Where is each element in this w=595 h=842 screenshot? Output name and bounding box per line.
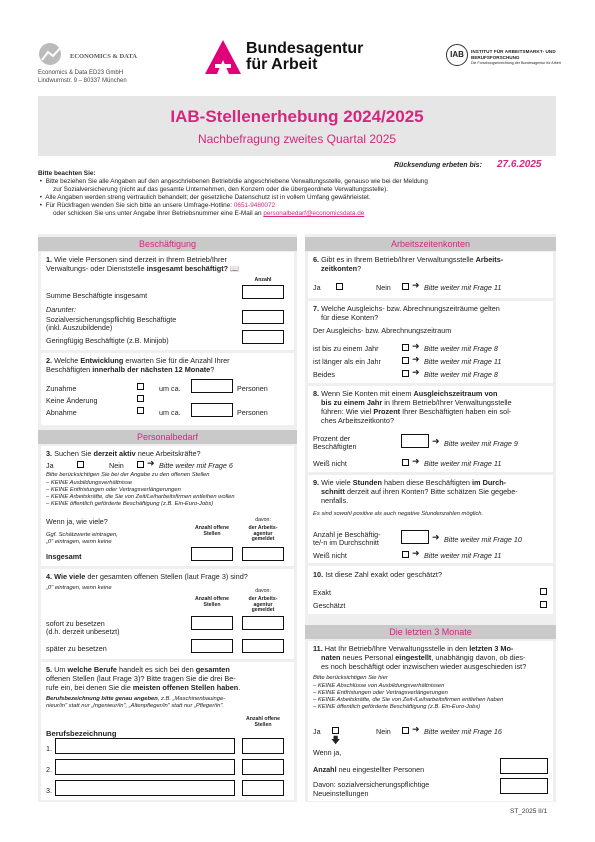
q6-weiter: Bitte weiter mit Frage 11: [424, 283, 502, 292]
q7-o1-checkbox[interactable]: [402, 344, 409, 351]
q5-t3b: meisten offenen Stellen haben: [132, 683, 239, 692]
q1-sum-input[interactable]: [242, 285, 284, 299]
arrow-right-icon: ➜: [412, 548, 420, 558]
q5-beruf-2-input[interactable]: [55, 759, 235, 775]
q3-t1c: neue Arbeitskräfte?: [137, 449, 201, 458]
q3-ggf-2: „0" eintragen, wenn keine: [46, 539, 112, 545]
q3-ja: Ja: [46, 461, 54, 470]
q10-geschaetzt-checkbox[interactable]: [540, 601, 547, 608]
email-link[interactable]: personalbedarf@economicsdata.de: [263, 210, 365, 217]
q4-t1b: der gesamten offenen Stellen (laut Frage 3) sind?: [87, 572, 248, 581]
q7-w2: Bitte weiter mit Frage 11: [424, 357, 502, 366]
arrow-right-icon: ➜: [412, 354, 420, 364]
q11-davon-1: Davon: sozialversicherungspflichtige: [313, 780, 430, 789]
q3-hint: Bitte berücksichtigen Sie bei der Angabe zu den offenen Stellen: [46, 472, 210, 478]
q9-weissnicht: Weiß nicht: [313, 551, 347, 560]
iab-logo: [446, 44, 468, 66]
question-9: [308, 475, 553, 563]
question-7: [308, 301, 553, 383]
q7-t2: für diese Konten?: [321, 313, 379, 322]
question-2: [41, 353, 294, 425]
q11-t2e: , unabhängig davon, ob dies-: [431, 653, 526, 662]
q9-t1d: im Durch-: [472, 478, 507, 487]
q11-anzahl-input[interactable]: [500, 758, 548, 774]
q5-t3c: .: [238, 683, 241, 692]
q5-r1: 1.: [46, 744, 52, 753]
iab-tagline: Die Forschungseinrichtung der Bundesagentur für Arbeit: [471, 61, 561, 65]
q7-o2-checkbox[interactable]: [402, 357, 409, 364]
question-10: [308, 566, 553, 614]
q3-offene-header: Anzahl offene Stellen: [194, 525, 229, 537]
q1-svb-input[interactable]: [242, 310, 284, 324]
q11-nein: Nein: [376, 727, 391, 736]
q8-w2: Bitte weiter mit Frage 11: [424, 459, 502, 468]
q5-h1: Berufsbezeichnung bitte genau angeben: [46, 696, 158, 702]
q3-ag-header: der Arbeits-agentur gemeldet: [248, 525, 278, 543]
q11-anzahl-bold: Anzahl: [313, 765, 337, 774]
q2-t2: Beschäftigten: [46, 365, 91, 374]
q2-num: 2.: [46, 356, 53, 365]
q8-num: 8.: [313, 389, 320, 398]
q5-t3: rufe ein, bei denen Sie die: [46, 683, 131, 692]
q5-beruf-1-input[interactable]: [55, 738, 235, 754]
q4-sofort-1: sofort zu besetzen: [46, 619, 105, 628]
note-1-text: Bitte beziehen Sie alle Angaben auf den angeschriebenen Betrieb/die angeschriebene Verwaltungsstelle, genauso wie bei der Meldung: [45, 178, 428, 185]
q5-t2: offenen Stellen (laut Frage 3)? Bitte tragen Sie die drei Be-: [46, 674, 236, 683]
q3-t1b: derzeit aktiv: [93, 449, 136, 458]
q11-davon-2: Neueinstellungen: [313, 789, 369, 798]
q11-anzahl-text: neu eingestellter Personen: [338, 765, 425, 774]
q2-personen-1: Personen: [237, 384, 268, 393]
q2-abnahme-label: Abnahme: [46, 408, 77, 417]
q7-w3: Bitte weiter mit Frage 8: [424, 370, 498, 379]
q4-ag-header: der Arbeits-agentur gemeldet: [248, 596, 278, 614]
q4-t1: Wie viele: [54, 572, 86, 581]
ba-name-2: für Arbeit: [246, 56, 318, 73]
q3-k4: – KEINE öffentlich geförderte Beschäftigung (z.B. Ein-Euro-Jobs): [46, 501, 214, 507]
q8-w1: Bitte weiter mit Frage 9: [444, 439, 518, 448]
q9-t1c: haben diese Beschäftigten: [383, 478, 470, 487]
arrow-down-icon: 🡇: [331, 735, 341, 745]
q2-t1c: erwarten Sie für die Anzahl Ihrer: [125, 356, 230, 365]
q3-ja-checkbox[interactable]: [77, 461, 84, 468]
q4-hint: „0" eintragen, wenn keine: [46, 585, 112, 591]
q2-umca-2: um ca.: [159, 408, 181, 417]
note-2: • Alle Angaben werden streng vertraulich behandelt; der gesetzliche Datenschutz ist in vollem Umfang gewährleistet.: [38, 194, 371, 201]
iab-name-1: INSTITUT FÜR ARBEITSMARKT- UND: [471, 49, 556, 54]
q4-num: 4.: [46, 572, 53, 581]
section-arbeitszeit: Arbeitszeitenkonten: [305, 237, 556, 251]
q8-t1: Wenn Sie Konten mit einem: [321, 389, 412, 398]
q3-ag-input[interactable]: [242, 547, 284, 561]
q2-abnahme-checkbox[interactable]: [137, 407, 144, 414]
section-beschaeftigung: Beschäftigung: [38, 237, 297, 251]
q3-insgesamt: Insgesamt: [46, 552, 82, 561]
note-1b: zur Sozialversicherung (nicht auf das gesamte Unternehmen, den Konzern oder die übergeordnete Verwaltungsstelle).: [53, 186, 388, 193]
q10-exakt-checkbox[interactable]: [540, 588, 547, 595]
q3-k2: – KEINE Entfristungen oder Vertragsverlängerungen: [46, 487, 181, 493]
q6-nein-checkbox[interactable]: [402, 283, 409, 290]
q11-k2: – KEINE Entfristungen oder Vertragsverlängerungen: [313, 690, 448, 696]
return-label: Rücksendung erbeten bis:: [394, 162, 482, 169]
q8-pro-2: Beschäftigten: [313, 442, 357, 451]
q4-spaeter-ag-input[interactable]: [242, 639, 284, 653]
q7-num: 7.: [313, 304, 320, 313]
q11-t2b: naten: [321, 653, 341, 662]
notes: [38, 170, 558, 218]
q9-t2c: derzeit auf ihren Konten? Bitte schätzen Sie gegebe-: [346, 487, 518, 496]
q11-ja: Ja: [313, 727, 321, 736]
question-5: [41, 662, 294, 800]
ed-logo: [38, 42, 68, 66]
q7-o3: Beides: [313, 370, 335, 379]
section-letzte-3-monate: Die letzten 3 Monate: [305, 625, 556, 639]
q5-t1d: gesamten: [195, 665, 230, 674]
q6-t1: Gibt es in Ihrem Betrieb/Ihrer Verwaltungsstelle: [321, 255, 474, 264]
q2-t2c: ?: [210, 365, 215, 374]
q1-sum-label: Summe Beschäftigte insgesamt: [46, 291, 148, 300]
ed-brand: ECONOMICS & DATA: [70, 53, 137, 60]
q5-t1: Um: [54, 665, 66, 674]
q8-t2b: bis zu einem Jahr: [321, 398, 383, 407]
note-1: • Bitte beziehen Sie alle Angaben auf den angeschriebenen Betrieb/die angeschriebene Verwaltungsstelle, genauso wie bei der Meldung: [38, 178, 428, 185]
ed-company: Economics & Data ED23 GmbH: [38, 70, 124, 76]
q9-t2b: schnitt: [321, 487, 345, 496]
q8-t4: ches Arbeitszeitkonto?: [321, 416, 395, 425]
q3-t1: Suchen Sie: [54, 449, 92, 458]
q6-t1b: Arbeits-: [475, 255, 504, 264]
question-4: [41, 569, 294, 659]
q2-zunahme-label: Zunahme: [46, 384, 77, 393]
q2-abnahme-input[interactable]: [191, 403, 233, 417]
q3-num: 3.: [46, 449, 53, 458]
q5-r3: 3.: [46, 786, 52, 795]
q1-anzahl-header: Anzahl: [254, 277, 272, 283]
q3-ggf-1: Ggf. Schätzwerte eintragen,: [46, 532, 118, 538]
q8-t3b: Prozent: [373, 407, 401, 416]
q9-w2: Bitte weiter mit Frage 11: [424, 551, 502, 560]
q9-t1: Wie viele: [321, 478, 351, 487]
question-3: [41, 446, 294, 566]
q9-hint: Es sind sowohl positive als auch negative Stundenzahlen möglich.: [313, 511, 484, 517]
q8-weissnicht-checkbox[interactable]: [402, 459, 409, 466]
q3-k3: – KEINE Arbeitskräfte, die Sie von Zeit/Leiharbeitsfirmen entleihen wollen: [46, 494, 235, 500]
q6-num: 6.: [313, 255, 320, 264]
note-3-text: Für Rückfragen wenden Sie sich bitte an unsere Umfrage-Hotline:: [45, 202, 233, 209]
q2-personen-2: Personen: [237, 408, 268, 417]
arrow-right-icon: ➜: [412, 367, 420, 377]
q4-offene-header: Anzahl offene Stellen: [194, 596, 229, 608]
q1-svb-label-1: Sozialversicherungspflichtig Beschäftigte: [46, 315, 177, 324]
q11-nein-checkbox[interactable]: [402, 727, 409, 734]
q1-text-a: Wie viele Personen sind derzeit in Ihrem Betrieb/Ihrer: [54, 255, 227, 264]
q11-t1b: letzten 3 Mo-: [469, 644, 514, 653]
q9-w1: Bitte weiter mit Frage 10: [444, 535, 522, 544]
note-3b-text: oder schicken Sie uns unter Angabe Ihrer Betriebsnummer eine E-Mail an: [53, 210, 262, 217]
arrow-right-icon: ➜: [412, 341, 420, 351]
q11-k1: – KEINE Abschlüsse von Ausbildungsverhältnissen: [313, 683, 445, 689]
q7-t3: Der Ausgleichs- bzw. Abrechnungszeitraum: [313, 326, 452, 335]
q8-t1b: Ausgleichszeitraum von: [413, 389, 498, 398]
arrow-right-icon: ➜: [432, 532, 440, 542]
title-band: [38, 96, 556, 156]
q9-t1b: Stunden: [352, 478, 382, 487]
q11-num: 11.: [313, 644, 323, 653]
q11-t2d: eingestellt: [395, 653, 432, 662]
arrow-right-icon: ➜: [432, 436, 440, 446]
page-title: IAB-Stellenerhebung 2024/2025: [170, 107, 424, 126]
q4-spaeter-offene-input[interactable]: [191, 639, 233, 653]
q3-nein: Nein: [109, 461, 124, 470]
q4-sofort-ag-input[interactable]: [242, 616, 284, 630]
q9-t3: nenfalls.: [321, 496, 349, 505]
q7-o1: ist bis zu einem Jahr: [313, 344, 379, 353]
return-date: 27.6.2025: [497, 159, 542, 170]
q9-a2: te/-n im Durchschnitt: [313, 538, 379, 547]
q11-t3: es noch beschäftigt oder inzwischen wieder ausgeschieden ist?: [321, 662, 527, 671]
q2-keine-checkbox[interactable]: [137, 395, 144, 402]
q7-o3-checkbox[interactable]: [402, 370, 409, 377]
q5-offene-3-input[interactable]: [242, 780, 284, 796]
q5-h1b: , z.B. „Maschinenbauinge-: [157, 696, 226, 702]
iab-logo-text: IAB: [450, 50, 464, 59]
q5-t1c: handelt es sich bei den: [119, 665, 194, 674]
q5-h2: nieur/in" statt nur „Ingenieur/in", „Altenpfleger/in" statt nur „Pfleger/in".: [46, 703, 225, 709]
q9-num: 9.: [313, 478, 320, 487]
q2-t1b: Entwicklung: [80, 356, 124, 365]
q4-sofort-offene-input[interactable]: [191, 616, 233, 630]
q6-nein: Nein: [376, 283, 391, 292]
q8-t2c: in Ihrem Betrieb/Ihrer Verwaltungsstelle: [384, 398, 512, 407]
q4-spaeter: später zu besetzen: [46, 644, 107, 653]
q11-ja-checkbox[interactable]: [332, 727, 339, 734]
q4-davon: davon:: [255, 588, 271, 594]
q2-zunahme-checkbox[interactable]: [137, 383, 144, 390]
q1-num: 1.: [46, 255, 53, 264]
question-11: [308, 641, 553, 801]
q6-t2c: ?: [357, 264, 362, 273]
q8-weissnicht: Weiß nicht: [313, 459, 347, 468]
q5-num: 5.: [46, 665, 53, 674]
q10-num: 10.: [313, 570, 324, 579]
q2-t2b: innerhalb der nächsten 12 Monate: [92, 365, 211, 374]
iab-name-2: BERUFSFORSCHUNG: [471, 55, 520, 60]
q6-ja-checkbox[interactable]: [336, 283, 343, 290]
q3-davon: davon:: [255, 517, 271, 523]
q5-offene-2-input[interactable]: [242, 759, 284, 775]
q5-offene-1-input[interactable]: [242, 738, 284, 754]
q2-zunahme-input[interactable]: [191, 379, 233, 393]
ba-name-1: Bundesagentur: [246, 40, 364, 57]
q11-t1: Hat Ihr Betrieb/Ihre Verwaltungsstelle in den: [324, 644, 468, 653]
q1-text-bold: insgesamt beschäftigt?: [146, 264, 229, 273]
page-subtitle: Nachbefragung zweites Quartal 2025: [197, 132, 397, 147]
q3-weiter: Bitte weiter mit Frage 6: [159, 461, 233, 470]
q7-t1: Welche Ausgleichs- bzw. Abrechnungszeiträume gelten: [321, 304, 500, 313]
q8-t3: führen: Wie viel: [321, 407, 372, 416]
note-2-text: Alle Angaben werden streng vertraulich behandelt; der gesetzliche Datenschutz ist in vollem Umfang gewährleistet.: [45, 194, 371, 201]
q1-text-b: Verwaltungs- oder Dienststelle: [46, 264, 145, 273]
q5-offene-header: Anzahl offene Stellen: [245, 716, 280, 728]
q2-t1: Welche: [54, 356, 79, 365]
q8-t3c: Ihrer Beschäftigten haben ein sol-: [402, 407, 512, 416]
hotline-number[interactable]: 0651-9480072: [233, 202, 276, 209]
arrow-right-icon: ➜: [412, 456, 420, 466]
question-8: [308, 386, 553, 472]
q9-weissnicht-checkbox[interactable]: [402, 551, 409, 558]
q11-k4: – KEINE öffentlich geförderte Beschäftigung (z.B. Ein-Euro-Jobs): [313, 704, 481, 710]
q11-t2c: neues Personal: [342, 653, 394, 662]
q3-offene-input[interactable]: [191, 547, 233, 561]
q1-svb-label-2: (inkl. Auszubildende): [46, 323, 113, 332]
note-3b: [38, 210, 558, 218]
q8-pro-1: Prozent der: [313, 434, 351, 443]
notes-heading: Bitte beachten Sie:: [38, 170, 96, 177]
q5-t1b: welche Berufe: [67, 665, 117, 674]
q9-a1: Anzahl je Beschäftig-: [313, 530, 381, 539]
arrow-right-icon: ➜: [412, 724, 420, 734]
ba-logo: [205, 40, 241, 74]
q11-hint: Bitte berücksichtigen Sie hier: [313, 675, 388, 681]
q1-darunter: Darunter:: [46, 305, 76, 314]
q11-wennja: Wenn ja,: [313, 748, 342, 757]
q11-davon-input[interactable]: [500, 778, 548, 794]
q10-geschaetzt: Geschätzt: [313, 601, 346, 610]
q10-exakt: Exakt: [313, 588, 331, 597]
q11-k3: – KEINE Arbeitskräfte, die Sie von Zeit-/Leiharbeitsfirmen entliehen haben: [313, 697, 504, 703]
ed-address: Lindwurmstr. 9 – 80337 München: [38, 78, 127, 84]
q4-sofort-2: (d.h. derzeit unbesetzt): [46, 627, 120, 636]
q6-ja: Ja: [313, 283, 321, 292]
q3-nein-checkbox[interactable]: [137, 461, 144, 468]
q6-t2b: zeitkonten: [321, 264, 358, 273]
note-3: • Für Rückfragen wenden Sie sich bitte an unsere Umfrage-Hotline: 0651-9480072: [38, 202, 276, 209]
q2-keine-label: Keine Änderung: [46, 396, 98, 405]
q7-w1: Bitte weiter mit Frage 8: [424, 344, 498, 353]
question-6: [308, 252, 553, 298]
q3-k1: – KEINE Ausbildungsverhältnisse: [46, 480, 133, 486]
q8-prozent-input[interactable]: [401, 434, 429, 448]
q5-beruf-3-input[interactable]: [55, 780, 235, 796]
q5-r2: 2.: [46, 765, 52, 774]
q1-gering-input[interactable]: [242, 330, 284, 344]
book-icon: 📖: [230, 264, 240, 273]
q2-umca-1: um ca.: [159, 384, 181, 393]
q11-weiter: Bitte weiter mit Frage 16: [424, 727, 502, 736]
arrow-right-icon: ➜: [147, 458, 155, 468]
q7-o2: ist länger als ein Jahr: [313, 357, 381, 366]
arrow-right-icon: ➜: [412, 280, 420, 290]
q1-gering-label: Geringfügig Beschäftigte (z.B. Minijob): [46, 336, 169, 345]
section-personalbedarf: Personalbedarf: [38, 430, 297, 444]
q5-beruf-header: Berufsbezeichnung: [46, 729, 117, 738]
q10-t1: Ist diese Zahl exakt oder geschätzt?: [325, 570, 443, 579]
question-1: [41, 252, 294, 350]
form-code: ST_2025 II/1: [510, 808, 548, 815]
q3-wenn: Wenn ja, wie viele?: [46, 517, 108, 526]
q9-stunden-input[interactable]: [401, 530, 429, 544]
